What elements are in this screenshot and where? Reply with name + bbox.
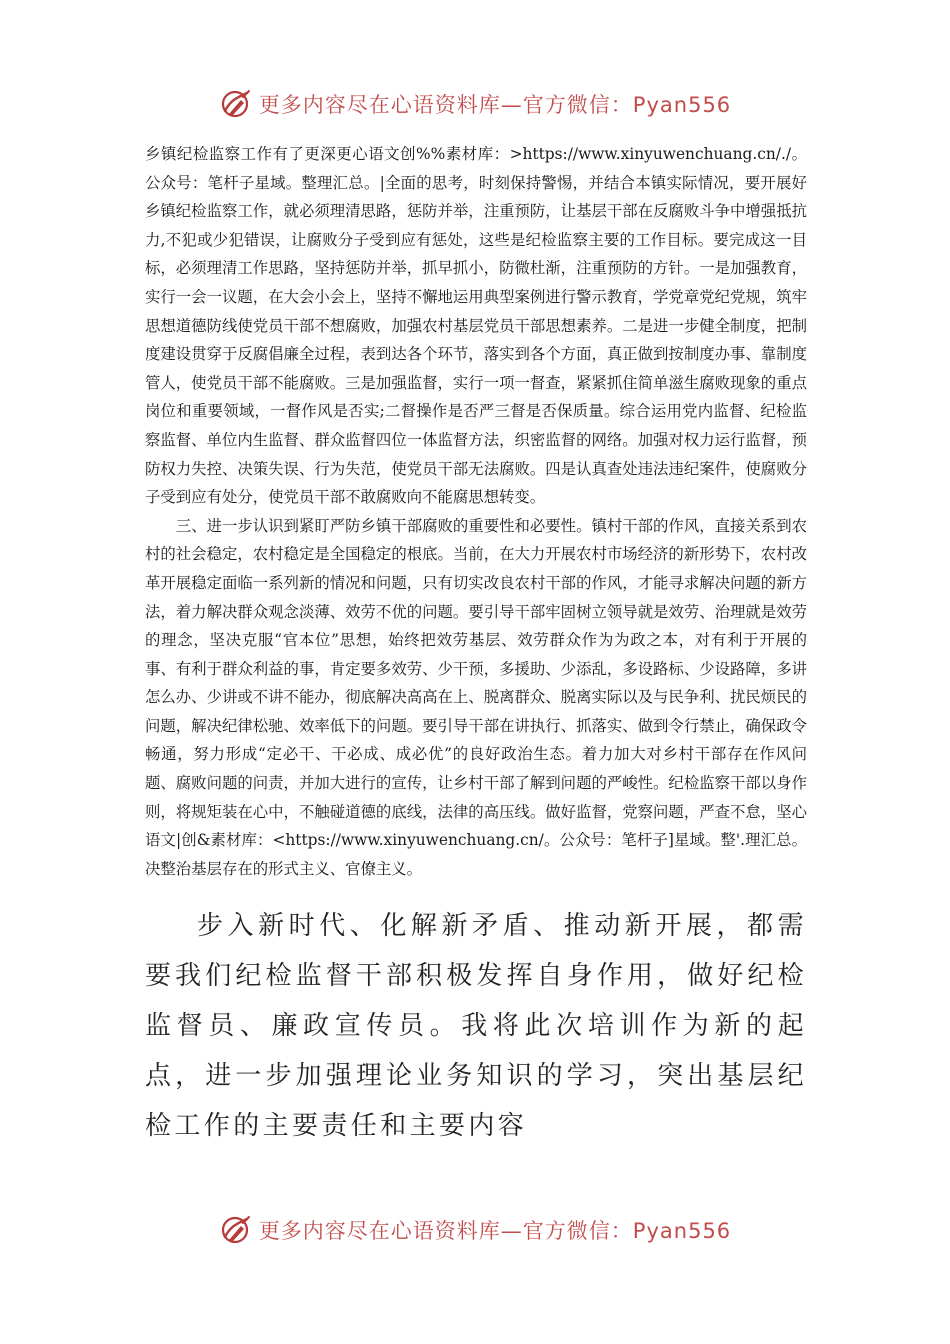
footer-banner <box>0 1210 950 1250</box>
document-body <box>145 140 807 1151</box>
body-paragraph-1: 乡镇纪检监察工作有了更深更心语文创%%素材库：>https://www.xinyuwenchuang.cn/./。公众号：笔杆子星域。整理汇总。|全面的思考，时刻保持警惕，并结合本镇实际情况，要开展好乡镇纪检监察工作，就必须理清思路，惩防并举，注重预防，让基层干部在反腐败斗争中增强抵抗力,不犯或少犯错误，让腐败分子受到应有惩处，这些是纪检监察主要的工作目标。要完成这一目标，必须理清工作思路，坚持惩防并举，抓早抓小，防微杜渐，注重预防的方针。一是加强教育，实行一会一议题，在大会小会上，坚持不懈地运用典型案例进行警示教育，学党章党纪党规，筑牢思想道德防线使党员干部不想腐败，加强农村基层党员干部思想素养。二是进一步健全制度，把制度建设贯穿于反腐倡廉全过程，表到达各个环节，落实到各个方面，真正做到按制度办事、靠制度管人，使党员干部不能腐败。三是加强监督，实行一项一督查，紧紧抓住简单滋生腐败现象的重点岗位和重要领域，一督作风是否实;二督操作是否严三督是否保质量。综合运用党内监督、纪检监察监督、单位内生监督、群众监督四位一体监督方法，织密监督的网络。加强对权力运行监督，预防权力失控、决策失误、行为失范，使党员干部无法腐败。四是认真查处违法违纪案件，使腐败分子受到应有处分，使党员干部不敢腐败向不能腐思想转变。 <box>145 145 807 507</box>
footer-banner-text: 更多内容尽在心语资料库—官方微信：Pyan556 <box>258 1219 732 1243</box>
header-banner-text: 更多内容尽在心语资料库—官方微信：Pyan556 <box>258 93 732 117</box>
header-banner <box>0 84 950 124</box>
body-paragraph-2: 三、进一步认识到紧盯严防乡镇干部腐败的重要性和必要性。镇村干部的作风，直接关系到农村的社会稳定，农村稳定是全国稳定的根底。当前，在大力开展农村市场经济的新形势下，农村改革开展稳定面临一系列新的情况和问题，只有切实改良农村干部的作风，才能寻求解决问题的新方法，着力解决群众观念淡薄、效劳不优的问题。要引导干部牢固树立领导就是效劳、治理就是效劳的理念，坚决克服“官本位”思想，始终把效劳基层、效劳群众作为为政之本，对有利于开展的事、有利于群众利益的事，肯定要多效劳、少干预，多援助、少添乱，多设路标、少设路障，多讲怎么办、少讲或不讲不能办，彻底解决高高在上、脱离群众、脱离实际以及与民争利、扰民烦民的问题，解决纪律松驰、效率低下的问题。要引导干部在讲执行、抓落实、做到令行禁止，确保政令畅通，努力形成“定必干、干必成、成必优”的良好政治生态。着力加大对乡村干部存在作风问题、腐败问题的问责，并加大进行的宣传，让乡村干部了解到问题的严峻性。纪检监察干部以身作则，将规矩装在心中，不触碰道德的底线，法律的高压线。做好监督，党察问题，严查不怠，坚心语文|创&素材库：<https://www.xinyuwenchuang.cn/。公众号：笔杆子]星域。整'.理汇总。决整治基层存在的形式主义、官僚主义。 <box>145 516 807 878</box>
pen-swirl-icon <box>219 87 253 121</box>
body-paragraph-3: 步入新时代、化解新矛盾、推动新开展，都需要我们纪检监督干部积极发挥自身作用，做好纪检监督员、廉政宣传员。我将此次培训作为新的起点，进一步加强理论业务知识的学习，突出基层纪检工作的主要责任和主要内容 <box>145 911 807 1142</box>
pen-swirl-icon <box>219 1213 253 1247</box>
